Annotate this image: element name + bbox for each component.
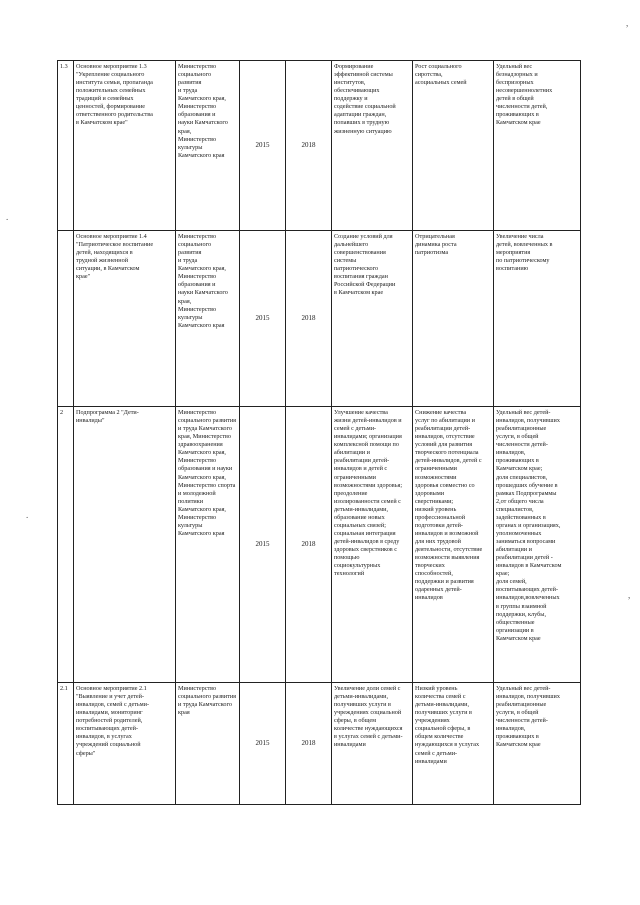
scan-mark: . [6,212,9,222]
non-implementation-consequences: Низкий уровень количества семей с детьми-инвалидами, получивших услуги в учреждениях социальной сферы, в общем количестве нуждающихся в услугах семей с детьми- инвалидами [413,683,494,805]
row-number: 2 [58,407,74,683]
responsible-executor: Министерство социального развития и труда Камчатского края [176,683,240,805]
program-indicators: Удельный вес детей- инвалидов, получивших реабилитационные услуги, в общей численности детей- инвалидов, проживающих в Камчатском крае [494,683,581,805]
end-year: 2018 [286,683,332,805]
row-number: 2.1 [58,683,74,805]
end-year: 2018 [286,231,332,407]
non-implementation-consequences: Отрицательная динамика роста патриотизма [413,231,494,407]
row-number: 1.3 [58,61,74,231]
non-implementation-consequences: Снижение качества услуг по абилитации и реабилитации детей- инвалидов, отсутствие условий для развития творческого потенциала детей-инвалидов, детей с ограниченными возможностями здоровья совместно со здоровыми сверстниками; низкий уровень профессиональной подготовки детей- инвалидов и возможной для них трудовой деятельности, отсутствие возможности выявления творческих способностей, поддержки и развития одаренных детей- инвалидов [413,407,494,683]
row-number [58,231,74,407]
activity-name: Основное мероприятие 1.3 "Укрепление социального института семьи, пропаганда положительных семейных традиций и семейных ценностей, формирование ответственного родительства в Камчатском крае" [74,61,176,231]
responsible-executor: Министерство социального развития и труда Камчатского края, Министерство образования и науки Камчатского края, Министерство культуры Камчатского края [176,231,240,407]
activity-name: Основное мероприятие 2.1 "Выявление и учет детей- инвалидов, семей с детьми- инвалидами, мониторинг потребностей родителей, воспитывающих детей- инвалидов, в услугах учреждений социальной сферы" [74,683,176,805]
program-activities-table [57,60,581,805]
start-year: 2015 [240,231,286,407]
scan-mark: , [626,18,629,28]
activity-name: Основное мероприятие 1.4 "Патриотическое воспитание детей, находящихся в трудной жизненной ситуации, в Камчатском крае" [74,231,176,407]
expected-result: Увеличение доли семей с детьми-инвалидами, получивших услуги в учреждениях социальной сферы, в общем количестве нуждающихся в услугах семей с детьми- инвалидами [332,683,413,805]
table-row [58,61,581,231]
expected-result: Формирование эффективной системы институтов, обеспечивающих поддержку и содействие социальной адаптации граждан, попавших в трудную жизненную ситуацию [332,61,413,231]
activity-name: Подпрограмма 2 "Дети- инвалиды" [74,407,176,683]
start-year: 2015 [240,61,286,231]
table-row [58,407,581,683]
expected-result: Создание условий для дальнейшего совершенствования системы патриотического воспитания граждан Российской Федерации в Камчатском крае [332,231,413,407]
responsible-executor: Министерство социального развития и труда Камчатского края, Министерство образования и науки Камчатского края, Министерство культуры Камчатского края [176,61,240,231]
scan-mark: . [26,510,29,520]
end-year: 2018 [286,61,332,231]
start-year: 2015 [240,683,286,805]
table-row [58,683,581,805]
table-row [58,231,581,407]
program-indicators: Увеличение числа детей, вовлеченных в мероприятия по патриотическому воспитанию [494,231,581,407]
program-indicators: Удельный вес безнадзорных и беспризорных несовершеннолетних детей в общей численности детей, проживающих в Камчатском крае [494,61,581,231]
expected-result: Улучшение качества жизни детей-инвалидов и семей с детьми- инвалидами; организация комплексной помощи по абилитации и реабилитации детей- инвалидов и детей с ограниченными возможностями здоровья; преодоление изолированности семей с детьми-инвалидами, образование новых социальных связей; социальная интеграция детей-инвалидов в среду здоровых сверстников с помощью социокультурных технологий [332,407,413,683]
scan-mark: , [628,590,631,600]
program-indicators: Удельный вес детей- инвалидов, получивших реабилитационные услуги, в общей численности детей- инвалидов, проживающих в Камчатском крае; доля специалистов, прошедших обучение в рамках Подпрограммы 2,от общего числа специалистов, задействованных в органах и организациях, уполномоченных заниматься вопросами абилитации и реабилитации детей - инвалидов в Камчатском крае; доля семей, воспитывающих детей- инвалидов,вовлеченных в группы взаимной поддержки, клубы, общественные организации в Камчатском крае [494,407,581,683]
end-year: 2018 [286,407,332,683]
start-year: 2015 [240,407,286,683]
responsible-executor: Министерство социального развития и труда Камчатского края, Министерство здравоохранения Камчатского края, Министерство образования и науки Камчатского края, Министерство спорта и молодежной политики Камчатского края, Министерство культуры Камчатского края [176,407,240,683]
non-implementation-consequences: Рост социального сиротства, асоциальных семей [413,61,494,231]
